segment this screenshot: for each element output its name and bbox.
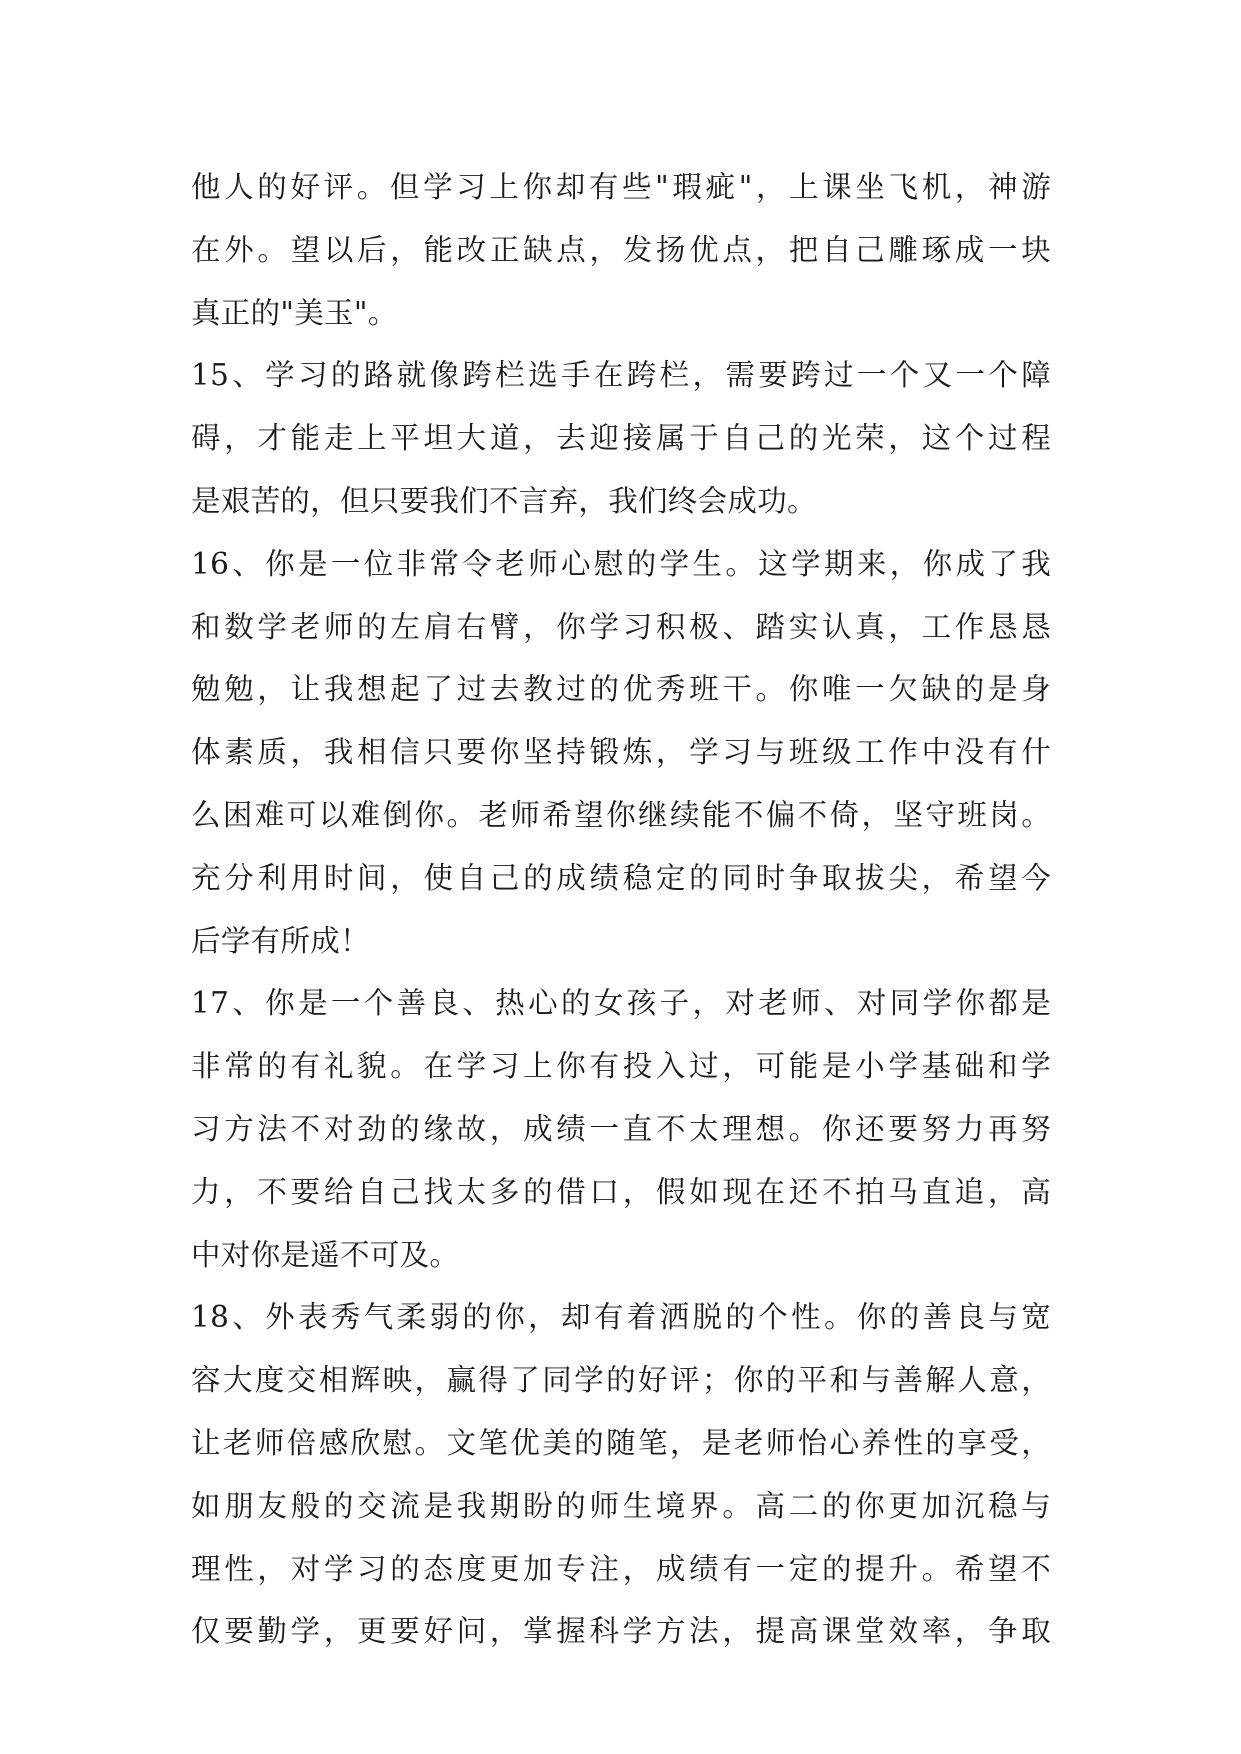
text-line: 勉勉，让我想起了过去教过的优秀班干。你唯一欠缺的是身 [191,672,1051,707]
text-line: 如朋友般的交流是我期盼的师生境界。高二的你更加沉稳与 [191,1488,1051,1523]
text-line: 容大度交相辉映，赢得了同学的好评；你的平和与善解人意， [191,1363,1051,1398]
text-line: 18、外表秀气柔弱的你，却有着洒脱的个性。你的善良与宽 [191,1300,1051,1335]
text-line: 他人的好评。但学习上你却有些"瑕疵"，上课坐飞机，神游 [191,170,1051,204]
text-line: 和数学老师的左肩右臂，你学习积极、踏实认真，工作恳恳 [191,609,1051,644]
text-line: 15、学习的路就像跨栏选手在跨栏，需要跨过一个又一个障 [191,358,1051,393]
document-body [191,156,1051,1663]
text-line: 16、你是一位非常令老师心慰的学生。这学期来，你成了我 [191,546,1051,581]
text-line: 仅要勤学，更要好问，掌握科学方法，提高课堂效率，争取 [191,1614,1051,1649]
text-line: 在外。望以后，能改正缺点，发扬优点，把自己雕琢成一块 [191,232,1051,267]
text-line: 体素质，我相信只要你坚持锻炼，学习与班级工作中没有什 [191,735,1051,770]
text-line: 充分利用时间，使自己的成绩稳定的同时争取拔尖，希望今 [191,860,1051,895]
text-line: 是艰苦的，但只要我们不言弃，我们终会成功。 [191,483,817,518]
text-line: 力，不要给自己找太多的借口，假如现在还不拍马直追，高 [191,1174,1051,1209]
text-line: 理性，对学习的态度更加专注，成绩有一定的提升。希望不 [191,1551,1051,1586]
text-line: 习方法不对劲的缘故，成绩一直不太理想。你还要努力再努 [191,1111,1051,1146]
text-line: 17、你是一个善良、热心的女孩子，对老师、对同学你都是 [191,986,1051,1021]
text-line: 让老师倍感欣慰。文笔优美的随笔，是老师怡心养性的享受， [191,1425,1051,1460]
text-line: 真正的"美玉"。 [191,295,398,330]
text-line: 碍，才能走上平坦大道，去迎接属于自己的光荣，这个过程 [191,421,1051,456]
text-line: 中对你是遥不可及。 [191,1237,460,1272]
text-line: 么困难可以难倒你。老师希望你继续能不偏不倚，坚守班岗。 [191,797,1051,832]
text-line: 后学有所成！ [191,923,370,958]
text-line: 非常的有礼貌。在学习上你有投入过，可能是小学基础和学 [191,1049,1051,1084]
